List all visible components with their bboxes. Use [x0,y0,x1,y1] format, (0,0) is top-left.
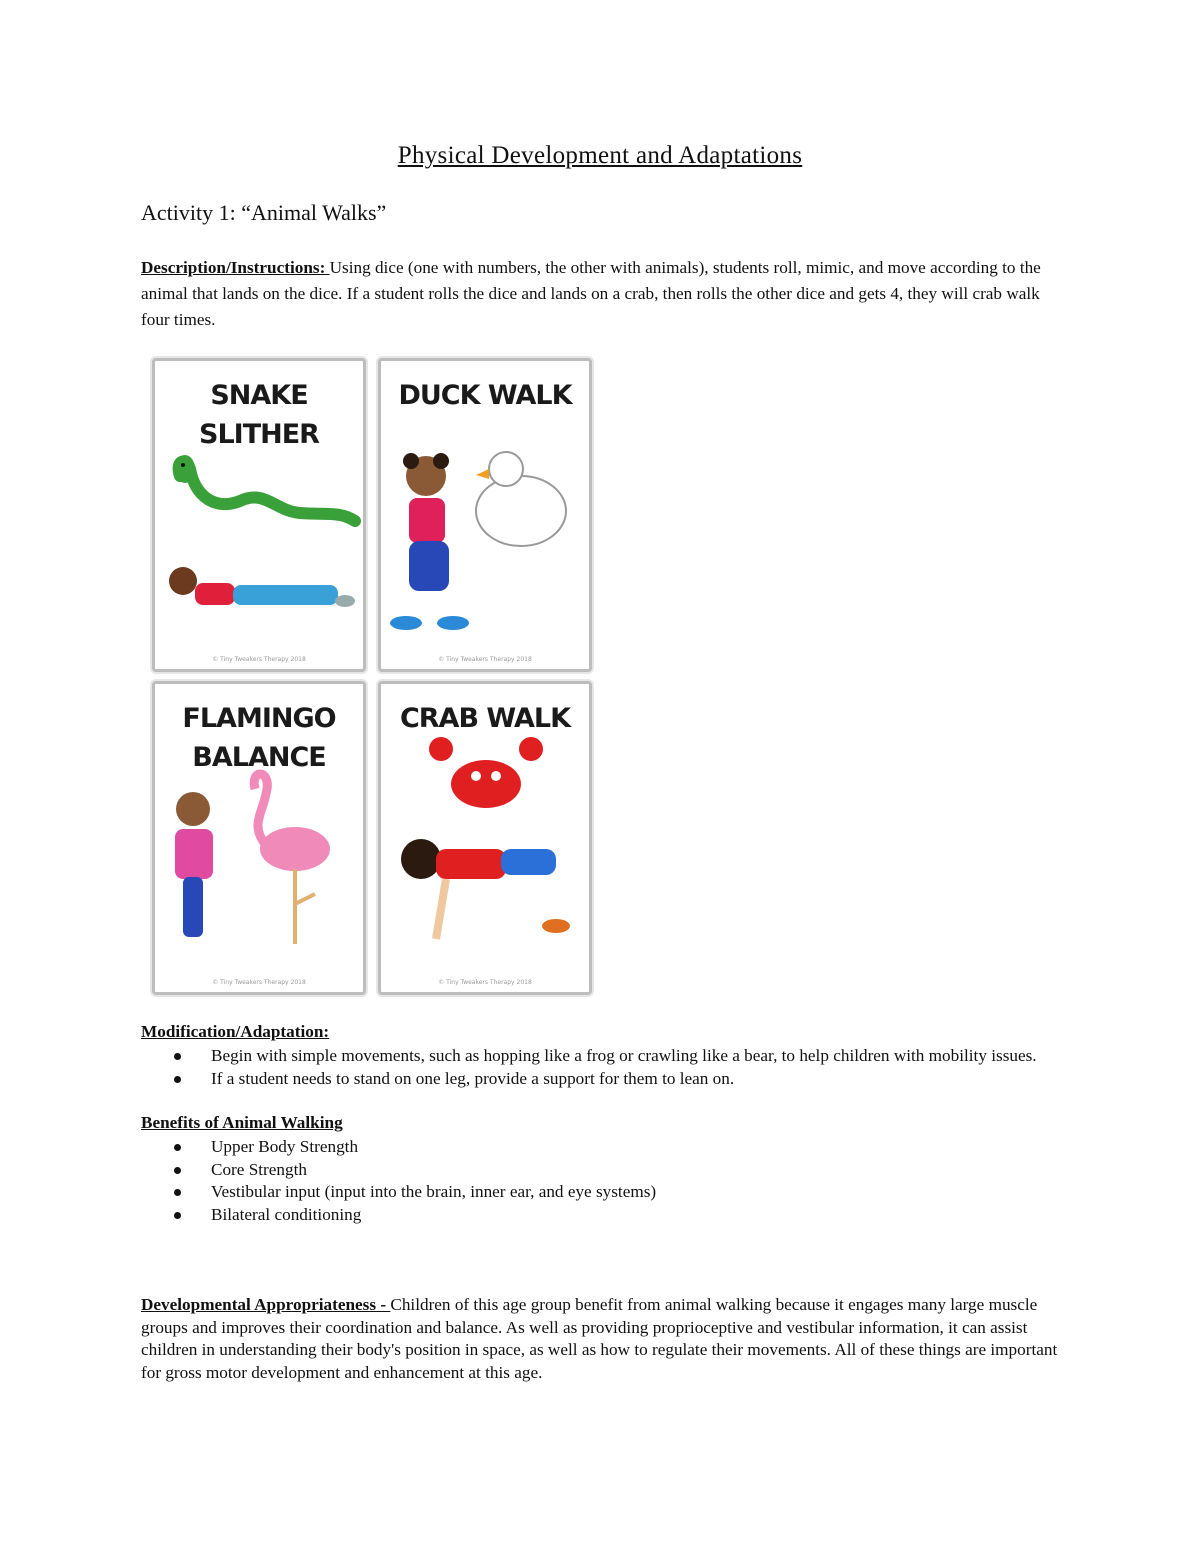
activity-heading: Activity 1: “Animal Walks” [141,200,387,225]
card-caption-line2: BALANCE [192,742,326,773]
list-item: Core Strength [141,1159,1061,1182]
developmental-paragraph [141,1294,1061,1384]
card-footer: © Tiny Tweakers Therapy 2018 [212,656,306,663]
card-caption-line1: DUCK WALK [398,380,572,411]
card-footer: © Tiny Tweakers Therapy 2018 [212,979,306,986]
card-duck-walk [378,358,592,672]
card-footer: © Tiny Tweakers Therapy 2018 [438,979,532,986]
list-item: Upper Body Strength [141,1136,1061,1159]
crab-illustration [381,684,589,992]
developmental-text: Children of this age group benefit from animal walking because it engages many large muscle groups and improves their coordination and balance. As well as providing proprioceptive and vestibular information, it can assist children in understanding their body's position in space, as well as how to regulate their movements. All of these things are important for gross motor development and enhancement at this age. [141,1295,1058,1382]
flamingo-illustration [155,684,363,992]
bullet-icon [174,1144,181,1151]
snake-illustration [155,361,363,669]
list-item: Bilateral conditioning [141,1204,1061,1227]
list-item: Vestibular input (input into the brain, inner ear, and eye systems) [141,1181,1061,1204]
description-text: Using dice (one with numbers, the other with animals), students roll, mimic, and move according to the animal that lands on the dice. If a student rolls the dice and lands on a crab, then rolls the other dice and gets 4, they will crab walk four times. [141,258,1041,329]
card-caption-line1: CRAB WALK [399,703,571,734]
duck-illustration [381,361,589,669]
page-title: Physical Development and Adaptations [397,142,803,169]
bullet-icon [174,1189,181,1196]
bullet-icon [174,1212,181,1219]
benefits-list [141,1136,1061,1226]
list-item: Begin with simple movements, such as hopping like a frog or crawling like a bear, to help children with mobility issues. [141,1045,1061,1068]
bullet-icon [174,1167,181,1174]
developmental-label: Developmental Appropriateness - [141,1295,391,1314]
bullet-icon [174,1076,181,1083]
modification-list [141,1045,1061,1090]
card-snake-slither [152,358,366,672]
card-flamingo-balance [152,681,366,995]
card-caption-line1: FLAMINGO [182,703,336,734]
benefits-label: Benefits of Animal Walking [141,1113,343,1132]
card-caption-line1: SNAKE [210,380,308,411]
card-caption-line2: SLITHER [199,419,319,450]
description-paragraph [141,255,1061,333]
modification-label: Modification/Adaptation: [141,1022,330,1041]
list-item: If a student needs to stand on one leg, provide a support for them to lean on. [141,1068,1061,1091]
animal-cards-image [146,353,596,998]
description-label: Description/Instructions: [141,258,330,277]
bullet-icon [174,1053,181,1060]
card-crab-walk [378,681,592,995]
card-footer: © Tiny Tweakers Therapy 2018 [438,656,532,663]
